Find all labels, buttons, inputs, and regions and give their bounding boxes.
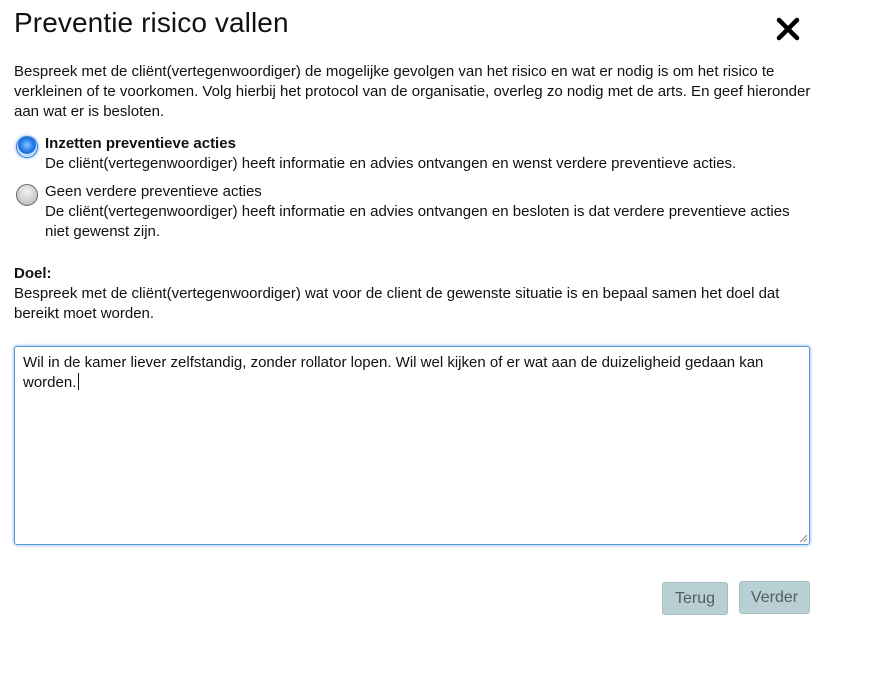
option-description: De cliënt(vertegenwoordiger) heeft informatie en advies ontvangen en wenst verdere preventieve acties. xyxy=(45,155,737,172)
close-button[interactable] xyxy=(773,14,803,44)
resize-handle-icon[interactable] xyxy=(799,534,807,542)
goal-label: Doel: xyxy=(14,265,52,282)
close-icon xyxy=(773,14,803,44)
radio-geen-verdere-preventieve-acties[interactable] xyxy=(16,184,38,206)
option-description: De cliënt(vertegenwoordiger) heeft informatie en advies ontvangen en besloten is dat verdere preventieve acties niet gewenst zijn. xyxy=(45,203,790,240)
goal-textarea[interactable] xyxy=(14,346,810,545)
goal-textarea-value: Wil in de kamer liever zelfstandig, zonder rollator lopen. Wil wel kijken of er wat aan de duizeligheid gedaan kan worden. xyxy=(23,354,764,391)
option-label: Inzetten preventieve acties xyxy=(45,135,236,152)
intro-text: Bespreek met de cliënt(vertegenwoordiger) de mogelijke gevolgen van het risico en wat er nodig is om het risico te verkleinen of te voorkomen. Volg hierbij het protocol van de organisatie, overleg zo nodig met de arts. En geef hieronder aan wat er is besloten. xyxy=(14,63,811,120)
option-geen-verdere-preventieve-acties[interactable] xyxy=(14,182,814,242)
goal-section xyxy=(14,264,814,324)
back-button[interactable]: Terug xyxy=(662,582,728,615)
dialog-title: Preventie risico vallen xyxy=(14,7,289,38)
option-label: Geen verdere preventieve acties xyxy=(45,183,262,200)
radio-inzetten-preventieve-acties[interactable] xyxy=(16,136,38,158)
goal-description: Bespreek met de cliënt(vertegenwoordiger) wat voor de client de gewenste situatie is en bepaal samen het doel dat bereikt moet worden. xyxy=(14,285,780,322)
option-inzetten-preventieve-acties[interactable] xyxy=(14,134,814,174)
next-button[interactable]: Verder xyxy=(739,581,810,614)
text-caret xyxy=(78,373,79,390)
